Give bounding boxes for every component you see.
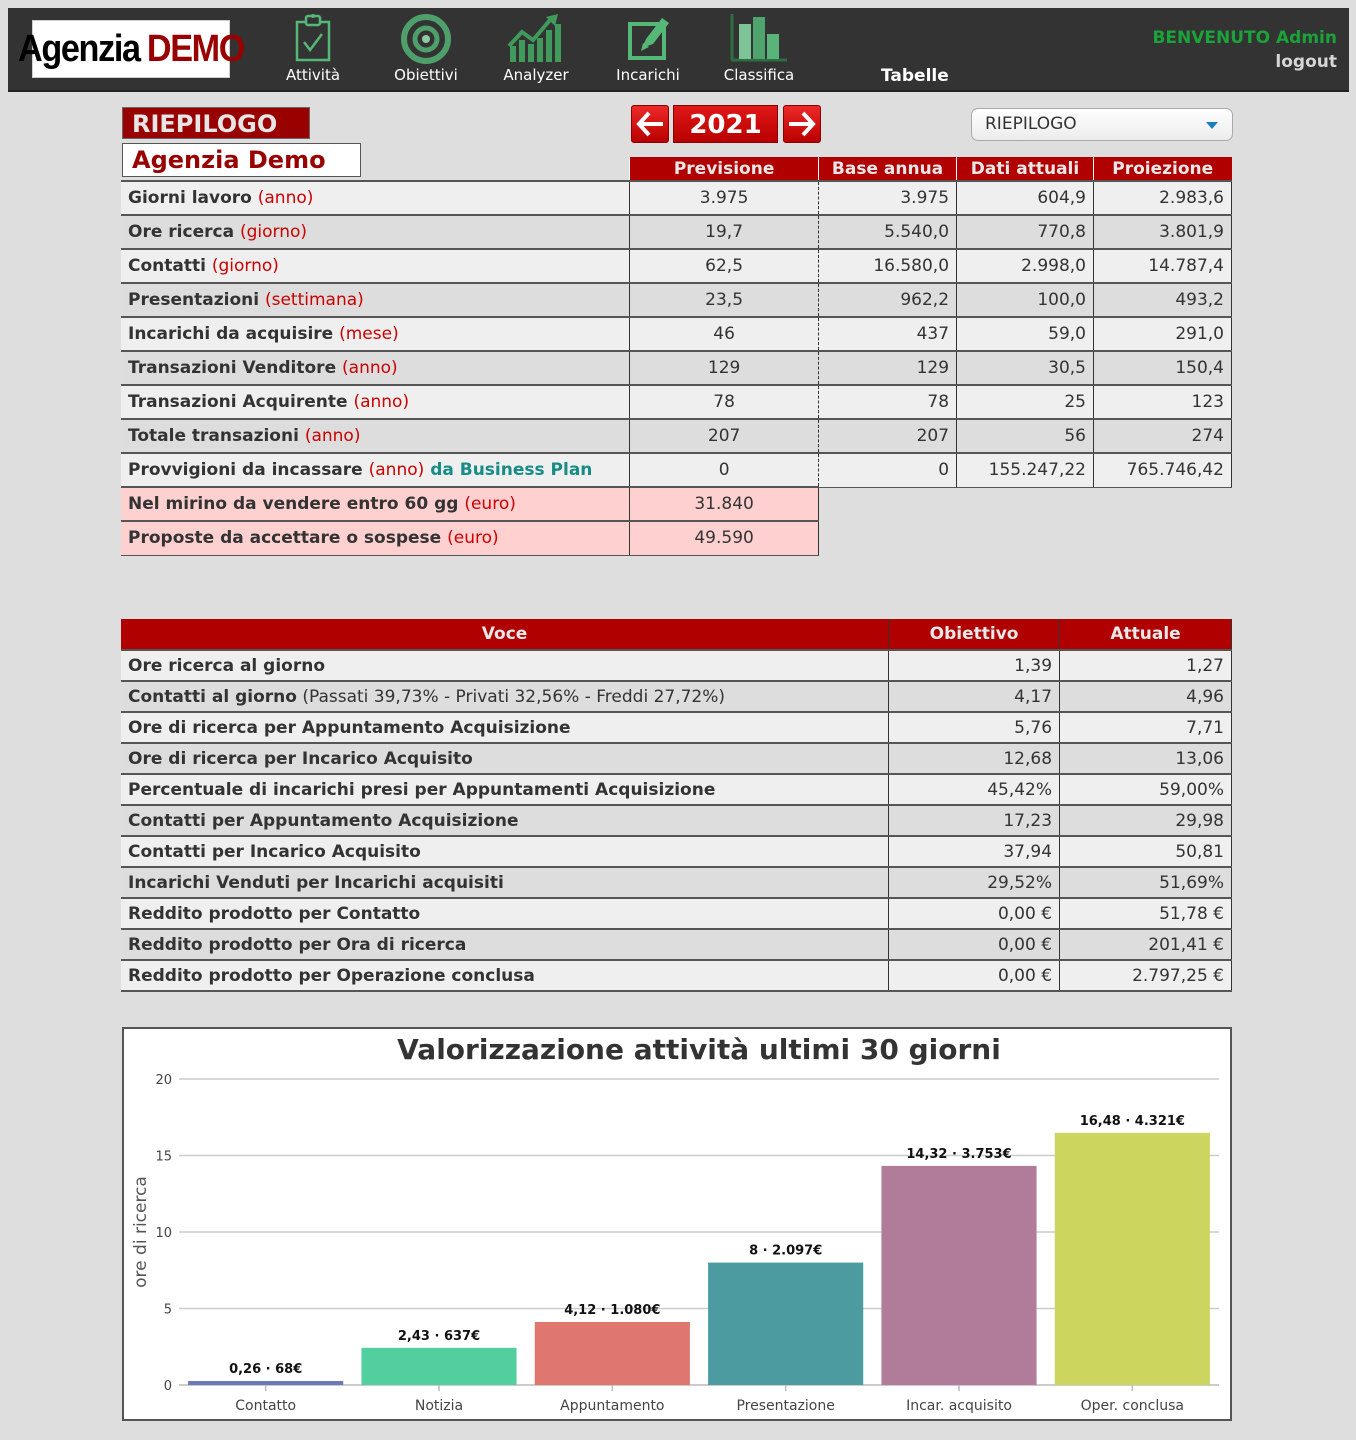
cell-previsione: 0	[630, 453, 819, 487]
x-tick-label: Notizia	[414, 1398, 464, 1414]
cell-previsione: 62,5	[630, 249, 819, 283]
bar-chart	[124, 1029, 1230, 1419]
ratio-label	[121, 681, 889, 712]
ratio-label	[121, 960, 889, 991]
cell-value: 31.840	[630, 487, 819, 521]
nav-label: Incarichi	[616, 66, 680, 84]
x-tick-label: Incar. acquisito	[906, 1398, 1012, 1414]
row-label	[121, 249, 630, 283]
summary-table	[121, 157, 1232, 556]
bar-appuntamento	[535, 1322, 690, 1385]
view-select-value: RIEPILOGO	[985, 114, 1077, 134]
x-tick-label: Oper. conclusa	[1080, 1398, 1185, 1414]
ratio-row	[121, 929, 1232, 960]
agency-logo[interactable]	[17, 20, 245, 78]
cell-obiettivo: 12,68	[889, 743, 1060, 774]
cell-base-annua: 16.580,0	[819, 249, 957, 283]
cell-attuale: 1,27	[1060, 650, 1232, 681]
row-label	[121, 453, 630, 487]
cell-base-annua: 78	[819, 385, 957, 419]
ratio-row	[121, 805, 1232, 836]
nav-attivita[interactable]	[278, 8, 348, 92]
cell-attuale: 2.797,25 €	[1060, 960, 1232, 991]
ratio-label	[121, 743, 889, 774]
cell-previsione: 207	[630, 419, 819, 453]
logout-link[interactable]: logout	[1275, 52, 1337, 72]
y-tick-label: 15	[155, 1149, 172, 1165]
summary-highlight-row	[121, 487, 1232, 521]
cell-base-annua: 3.975	[819, 181, 957, 215]
row-unit: (euro)	[464, 494, 516, 514]
ratio-label	[121, 650, 889, 681]
cell-dati-attuali: 59,0	[957, 317, 1094, 351]
nav-obiettivi[interactable]	[386, 8, 466, 92]
ratio-label	[121, 929, 889, 960]
ratio-label	[121, 774, 889, 805]
business-plan-link[interactable]: da Business Plan	[430, 460, 593, 480]
top-navigation-bar	[8, 8, 1349, 92]
cell-attuale: 50,81	[1060, 836, 1232, 867]
previous-year-button[interactable]	[631, 105, 669, 143]
cell-previsione: 3.975	[630, 181, 819, 215]
row-unit: (giorno)	[211, 256, 279, 276]
cell-attuale: 51,69%	[1060, 867, 1232, 898]
summary-row	[121, 215, 1232, 249]
cell-base-annua: 962,2	[819, 283, 957, 317]
data-label: 8 · 2.097€	[749, 1243, 823, 1259]
summary-row	[121, 283, 1232, 317]
clipboard-check-icon	[293, 12, 333, 64]
ratio-label-text: Contatti per Incarico Acquisito	[128, 841, 421, 862]
year-display: 2021	[673, 105, 778, 143]
row-label-text: Transazioni Acquirente	[128, 392, 348, 412]
row-unit: (euro)	[447, 528, 499, 549]
ratio-label-text: Reddito prodotto per Ora di ricerca	[128, 934, 467, 955]
cell-previsione: 23,5	[630, 283, 819, 317]
row-label-text: Ore ricerca	[128, 222, 235, 242]
cell-obiettivo: 29,52%	[889, 867, 1060, 898]
cell-dati-attuali: 56	[957, 419, 1094, 453]
arrow-left-icon	[635, 110, 665, 138]
cell-attuale: 29,98	[1060, 805, 1232, 836]
row-unit: (anno)	[342, 358, 398, 378]
edit-square-icon	[622, 12, 674, 64]
cell-proiezione: 123	[1093, 385, 1231, 419]
bar-incar-acquisito	[881, 1166, 1036, 1385]
col-header-obiettivo: Obiettivo	[889, 619, 1060, 650]
summary-highlight-row	[121, 521, 1232, 555]
col-header-voce: Voce	[121, 619, 889, 650]
nav-label: Attività	[285, 66, 341, 84]
ratio-label-text: Reddito prodotto per Contatto	[128, 903, 421, 924]
summary-row	[121, 351, 1232, 385]
cell-base-annua: 129	[819, 351, 957, 385]
summary-row	[121, 249, 1232, 283]
row-label	[121, 317, 630, 351]
cell-proiezione: 3.801,9	[1093, 215, 1231, 249]
row-label	[121, 215, 630, 249]
ratio-row	[121, 867, 1232, 898]
cell-proiezione: 2.983,6	[1093, 181, 1231, 215]
row-label-text: Transazioni Venditore	[128, 358, 337, 378]
y-tick-label: 5	[163, 1302, 172, 1318]
row-label-text: Presentazioni	[128, 290, 260, 310]
ratio-row	[121, 774, 1232, 805]
y-tick-label: 20	[155, 1073, 172, 1088]
data-label: 0,26 · 68€	[229, 1362, 303, 1378]
nav-label: Obiettivi	[394, 66, 458, 84]
chevron-down-icon	[1206, 122, 1218, 129]
row-unit: (settimana)	[264, 290, 364, 310]
row-unit: (anno)	[353, 392, 410, 412]
summary-row	[121, 453, 1232, 487]
ratio-label	[121, 712, 889, 743]
ratio-row	[121, 836, 1232, 867]
row-label	[121, 351, 630, 385]
nav-label: Analyzer	[503, 66, 569, 84]
cell-proiezione: 150,4	[1093, 351, 1231, 385]
row-label-text: Nel mirino da vendere entro 60 gg	[128, 494, 459, 514]
row-label-text: Proposte da accettare o sospese	[128, 528, 442, 549]
ratio-row	[121, 898, 1232, 929]
ratio-row	[121, 681, 1232, 712]
ratio-label-text: Incarichi Venduti per Incarichi acquisiti	[128, 872, 504, 893]
y-tick-label: 0	[163, 1379, 172, 1394]
row-label	[121, 419, 630, 453]
cell-base-annua: 437	[819, 317, 957, 351]
logo-text-agenzia: Agenzia	[17, 27, 140, 70]
bar-ranking-icon	[729, 12, 789, 64]
cell-dati-attuali: 155.247,22	[957, 453, 1094, 487]
cell-attuale: 51,78 €	[1060, 898, 1232, 929]
cell-dati-attuali: 100,0	[957, 283, 1094, 317]
cell-base-annua: 207	[819, 419, 957, 453]
ratio-label-text: Percentuale di incarichi presi per Appuntamenti Acquisizione	[128, 779, 716, 800]
col-header-dati-attuali: Dati attuali	[957, 157, 1094, 181]
y-tick-label: 10	[155, 1226, 172, 1241]
row-label	[121, 521, 630, 555]
cell-dati-attuali: 30,5	[957, 351, 1094, 385]
cell-previsione: 46	[630, 317, 819, 351]
nav-incarichi[interactable]	[608, 8, 688, 92]
row-label	[121, 385, 630, 419]
cell-dati-attuali: 2.998,0	[957, 249, 1094, 283]
row-label	[121, 283, 630, 317]
bar-notizia	[361, 1348, 516, 1385]
growth-chart-icon	[506, 12, 566, 64]
data-label: 4,12 · 1.080€	[564, 1302, 661, 1318]
ratio-label-text: Ore di ricerca per Incarico Acquisito	[128, 748, 473, 769]
cell-previsione: 78	[630, 385, 819, 419]
cell-proiezione: 14.787,4	[1093, 249, 1231, 283]
summary-row	[121, 419, 1232, 453]
row-label-text: Incarichi da acquisire	[128, 324, 334, 344]
ratio-label-text: Contatti per Appuntamento Acquisizione	[128, 810, 519, 831]
cell-proiezione: 493,2	[1093, 283, 1231, 317]
x-tick-label: Appuntamento	[560, 1398, 665, 1414]
target-icon	[400, 12, 452, 64]
cell-obiettivo: 0,00 €	[889, 929, 1060, 960]
ratio-row	[121, 743, 1232, 774]
chart-title: Valorizzazione attività ultimi 30 giorni	[397, 1033, 1001, 1066]
cell-obiettivo: 4,17	[889, 681, 1060, 712]
row-unit: (anno)	[257, 188, 314, 208]
row-unit: (mese)	[339, 324, 399, 344]
cell-attuale: 13,06	[1060, 743, 1232, 774]
col-header-proiezione: Proiezione	[1093, 157, 1231, 181]
ratio-row	[121, 712, 1232, 743]
cell-obiettivo: 1,39	[889, 650, 1060, 681]
cell-attuale: 59,00%	[1060, 774, 1232, 805]
ratio-note: (Passati 39,73% - Privati 32,56% - Freddi 27,72%)	[296, 686, 726, 707]
cell-obiettivo: 0,00 €	[889, 960, 1060, 991]
row-label-text: Provvigioni da incassare	[128, 460, 363, 480]
data-label: 14,32 · 3.753€	[906, 1146, 1012, 1162]
x-tick-label: Presentazione	[736, 1398, 835, 1414]
cell-dati-attuali: 25	[957, 385, 1094, 419]
row-label-text: Totale transazioni	[128, 426, 299, 446]
summary-row	[121, 181, 1232, 215]
row-label	[121, 487, 630, 521]
bar-presentazione	[708, 1263, 863, 1385]
cell-dati-attuali: 770,8	[957, 215, 1094, 249]
ratio-label	[121, 867, 889, 898]
ratio-label	[121, 836, 889, 867]
cell-obiettivo: 45,42%	[889, 774, 1060, 805]
row-unit: (giorno)	[239, 222, 308, 242]
cell-obiettivo: 37,94	[889, 836, 1060, 867]
ratios-table	[121, 619, 1232, 992]
cell-previsione: 129	[630, 351, 819, 385]
agency-name: Agenzia Demo	[122, 143, 361, 177]
row-label-text: Contatti	[128, 256, 206, 276]
logo-text-demo: DEMO	[146, 27, 245, 70]
cell-dati-attuali: 604,9	[957, 181, 1094, 215]
section-badge: RIEPILOGO	[122, 107, 310, 139]
welcome-text: BENVENUTO Admin	[1152, 28, 1337, 48]
activity-value-chart	[122, 1027, 1232, 1421]
view-select[interactable]	[971, 108, 1233, 141]
cell-proiezione: 765.746,42	[1093, 453, 1231, 487]
ratio-label-text: Contatti al giorno	[128, 686, 297, 707]
ratio-row	[121, 960, 1232, 991]
ratio-label	[121, 898, 889, 929]
cell-attuale: 7,71	[1060, 712, 1232, 743]
cell-proiezione: 274	[1093, 419, 1231, 453]
row-label-text: Giorni lavoro	[128, 188, 252, 208]
user-area	[1152, 26, 1337, 74]
summary-row	[121, 317, 1232, 351]
row-label	[121, 181, 630, 215]
cell-obiettivo: 0,00 €	[889, 898, 1060, 929]
bar-oper-conclusa	[1055, 1133, 1210, 1385]
cell-attuale: 201,41 €	[1060, 929, 1232, 960]
col-header-attuale: Attuale	[1060, 619, 1232, 650]
ratio-label-text: Ore ricerca al giorno	[128, 655, 326, 676]
x-tick-label: Contatto	[235, 1398, 297, 1414]
ratio-row	[121, 650, 1232, 681]
y-axis-label: ore di ricerca	[131, 1176, 151, 1288]
ratio-label	[121, 805, 889, 836]
nav-tabelle[interactable]: Tabelle	[881, 66, 949, 86]
next-year-button[interactable]	[783, 105, 821, 143]
cell-obiettivo: 17,23	[889, 805, 1060, 836]
row-unit: (anno)	[304, 426, 361, 446]
col-header-base-annua: Base annua	[819, 157, 957, 181]
cell-proiezione: 291,0	[1093, 317, 1231, 351]
cell-attuale: 4,96	[1060, 681, 1232, 712]
summary-row	[121, 385, 1232, 419]
cell-previsione: 19,7	[630, 215, 819, 249]
ratio-label-text: Ore di ricerca per Appuntamento Acquisizione	[128, 717, 571, 738]
arrow-right-icon	[787, 110, 817, 138]
cell-base-annua: 5.540,0	[819, 215, 957, 249]
data-label: 16,48 · 4.321€	[1079, 1113, 1185, 1129]
nav-classifica[interactable]	[716, 8, 802, 92]
ratio-label-text: Reddito prodotto per Operazione conclusa	[128, 965, 535, 986]
cell-base-annua: 0	[819, 453, 957, 487]
cell-obiettivo: 5,76	[889, 712, 1060, 743]
nav-label: Classifica	[723, 66, 795, 84]
cell-value: 49.590	[630, 521, 819, 555]
row-unit: (anno)	[368, 460, 425, 480]
col-header-previsione: Previsione	[630, 157, 819, 181]
bar-contatto	[188, 1381, 343, 1385]
data-label: 2,43 · 637€	[397, 1328, 481, 1344]
nav-analyzer[interactable]	[496, 8, 576, 92]
